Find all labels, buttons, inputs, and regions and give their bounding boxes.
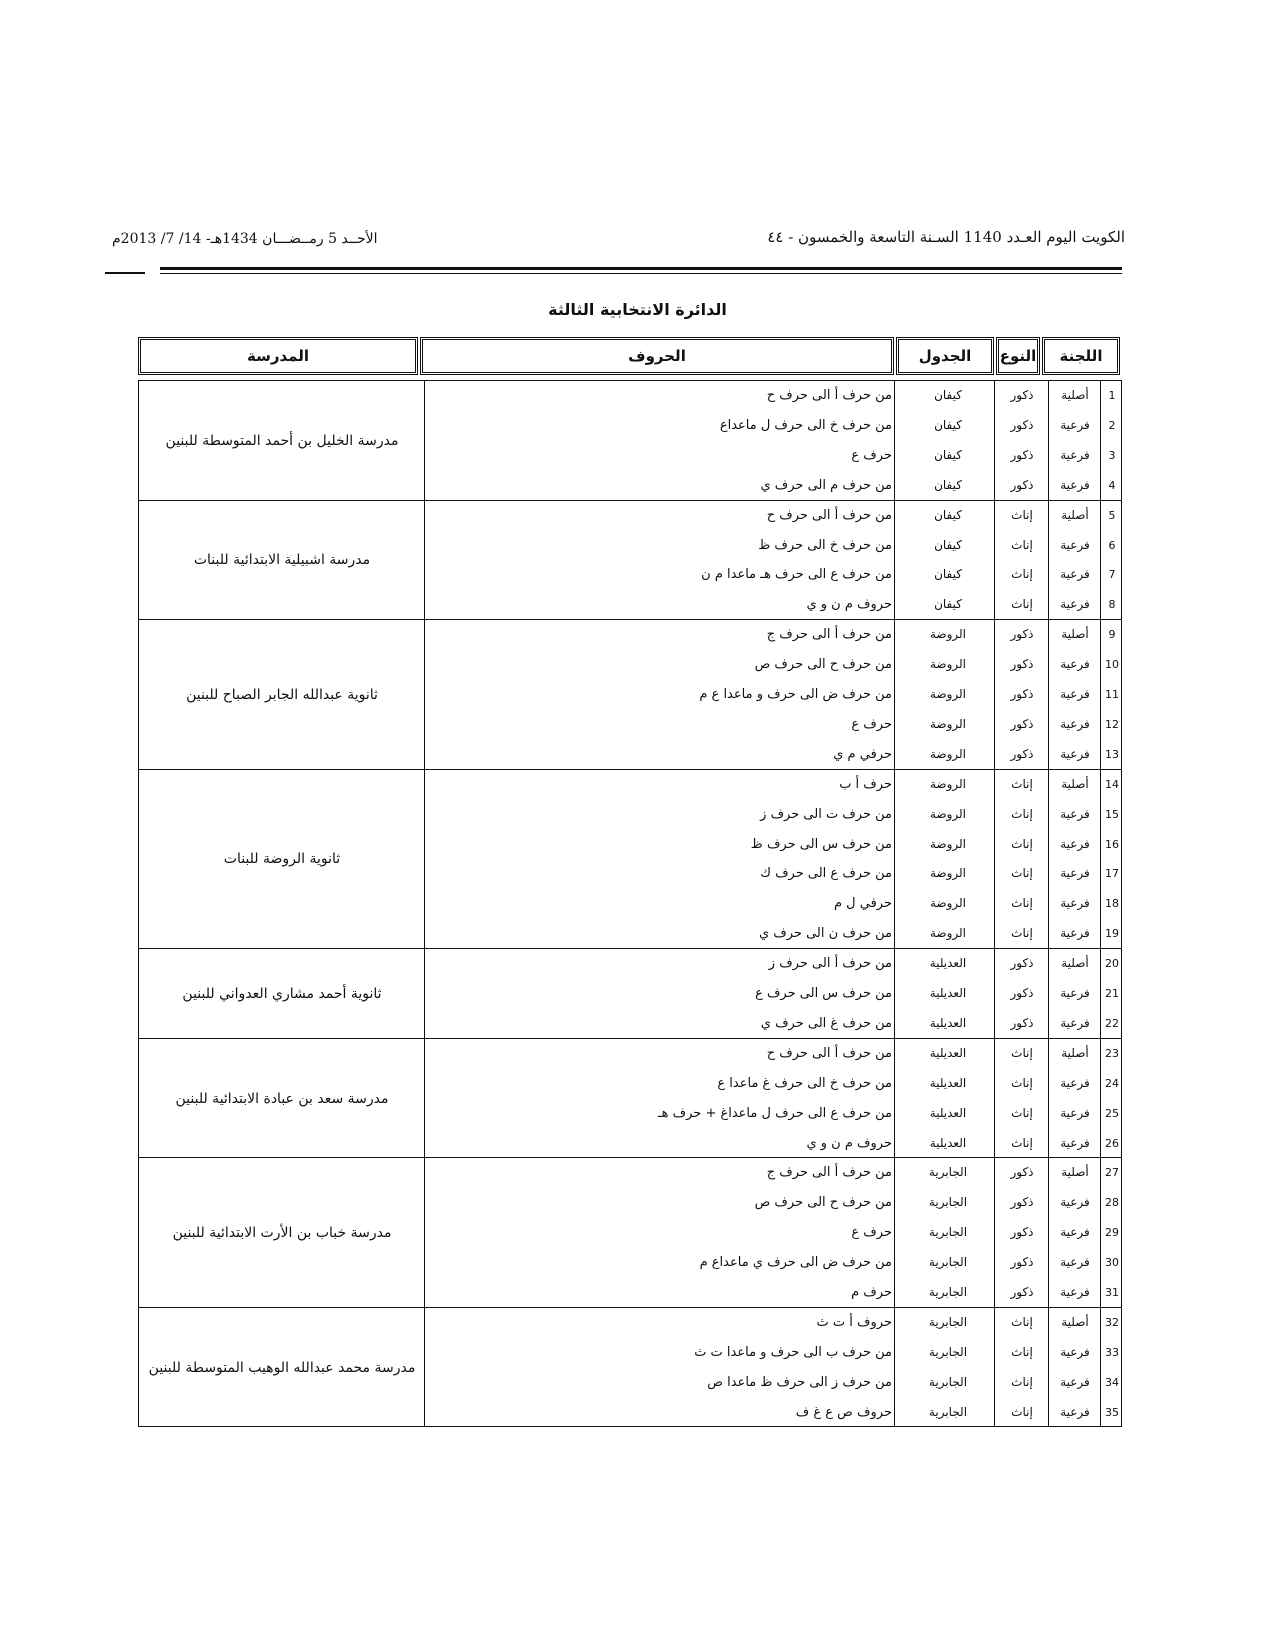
register-area: الجابرية [928,1195,968,1210]
committee-number: 11 [1105,688,1119,701]
register-area: كيفان [934,537,962,552]
col-divider-committee [1048,380,1049,1427]
voter-gender: ذكور [1010,447,1034,462]
register-area: الجابرية [928,1314,968,1329]
letters-range: من حرف ن الى حرف ي [758,926,892,942]
committee-kind: فرعية [1060,926,1090,941]
committee-kind: فرعية [1060,1105,1090,1120]
committee-number: 28 [1105,1196,1119,1210]
letters-range: من حرف ح الى حرف ص [754,1195,892,1211]
register-area: العديلية [929,1015,967,1030]
committee-number: 10 [1105,658,1119,672]
school-name: ثانوية أحمد مشاري العدواني للبنين [182,985,382,1002]
school-name: ثانوية عبدالله الجابر الصباح للبنين [186,686,378,703]
committee-number: 30 [1105,1256,1119,1270]
committee-number: 13 [1105,747,1119,761]
register-area: كيفان [934,597,962,612]
gazette-header-date: الأحــد 5 رمــضـــان 1434هـ- 14/ 7/ 2013م [112,231,378,247]
voter-gender: إناث [1011,1374,1033,1389]
committee-kind: فرعية [1060,1195,1090,1210]
committee-number: 25 [1105,1106,1119,1120]
register-area: الروضة [929,627,967,642]
letters-range: من حرف خ الى حرف غ ماعدا ع [717,1075,892,1091]
voter-gender: ذكور [1010,687,1034,701]
letters-range: من حرف ض الى حرف ي ماعداع م [699,1255,892,1271]
committee-kind: فرعية [1060,447,1090,462]
header-rule [160,267,1122,270]
voter-gender: ذكور [1010,986,1034,1000]
committee-kind: فرعية [1060,1374,1090,1389]
voter-gender: إناث [1011,866,1033,881]
letters-range: من حرف أ الى حرف ح [766,1045,892,1061]
letters-range: حروف ص ع غ ف [795,1404,892,1420]
school-name: مدرسة الخليل بن أحمد المتوسطة للبنين [165,432,399,449]
committee-kind: فرعية [1060,1225,1090,1240]
letters-range: من حرف م الى حرف ي [760,477,892,493]
register-area: الروضة [929,776,967,791]
committee-number: 1 [1108,389,1116,402]
committee-kind: فرعية [1060,657,1090,672]
committee-number: 8 [1108,598,1116,612]
voter-gender: ذكور [1010,657,1034,672]
committee-number: 7 [1108,568,1116,582]
register-area: العديلية [929,1135,967,1150]
header-rule-stub [105,272,145,274]
col-divider-type [994,380,995,1427]
committee-kind: أصلية [1061,507,1089,522]
voter-gender: ذكور [1010,1195,1034,1210]
letters-range: من حرف ع الى حرف ك [760,866,892,882]
voter-gender: ذكور [1010,417,1034,432]
committee-number: 9 [1108,628,1116,642]
committee-kind: فرعية [1060,687,1090,701]
voter-gender: إناث [1011,1314,1033,1329]
committee-number: 35 [1105,1405,1119,1419]
voter-gender: ذكور [1010,1285,1034,1299]
register-area: كيفان [934,417,962,432]
voter-gender: إناث [1011,776,1033,791]
register-area: كيفان [934,507,962,522]
letters-range: حروف م ن و ي [806,597,892,613]
register-area: الروضة [929,716,967,731]
committee-kind: أصلية [1061,627,1089,642]
col-header-committee: اللجنة [1042,337,1120,375]
committee-kind: فرعية [1060,417,1090,432]
col-header-school: المدرسة [138,337,418,375]
committee-kind: أصلية [1061,388,1089,402]
register-area: الروضة [929,746,967,761]
voter-gender: ذكور [1010,1225,1034,1240]
letters-range: من حرف ز الى حرف ظ ماعدا ص [707,1374,892,1390]
committee-kind: فرعية [1060,866,1090,881]
register-area: الروضة [929,926,967,941]
voter-gender: ذكور [1010,388,1034,402]
letters-range: من حرف ض الى حرف و ماعدا ع م [699,687,892,702]
letters-range: من حرف س الى حرف ع [755,986,892,1001]
committee-number: 2 [1108,418,1116,432]
letters-range: من حرف ع الى حرف ل ماعداغ + حرف هـ [657,1105,892,1121]
committee-kind: فرعية [1060,1404,1090,1419]
letters-range: حرفي ل م [833,896,892,912]
register-area: العديلية [929,1075,967,1090]
committee-number: 17 [1105,867,1119,881]
register-area: الجابرية [928,1285,968,1299]
committee-kind: فرعية [1060,477,1090,492]
committee-number: 18 [1105,897,1119,911]
register-area: كيفان [934,567,962,582]
committee-number: 24 [1105,1076,1119,1090]
register-area: الروضة [929,866,967,881]
letters-range: من حرف خ الى حرف ل ماعداع [719,417,892,433]
voter-gender: إناث [1011,1344,1033,1359]
committee-kind: فرعية [1060,1344,1090,1359]
voter-gender: إناث [1011,836,1033,851]
register-area: العديلية [929,986,967,1000]
committee-number: 12 [1105,717,1119,731]
committee-kind: أصلية [1061,1045,1089,1060]
voter-gender: ذكور [1010,1255,1034,1270]
register-area: الجابرية [928,1374,968,1389]
voter-gender: ذكور [1010,716,1034,731]
committee-kind: أصلية [1061,1165,1089,1180]
letters-range: حروف أ ت ث [816,1314,892,1330]
voter-gender: إناث [1011,597,1033,612]
committee-kind: فرعية [1060,1075,1090,1090]
voter-gender: إناث [1011,896,1033,911]
col-header-table: الجدول [896,337,994,375]
voter-gender: إناث [1011,1135,1033,1150]
register-area: الروضة [929,657,967,672]
register-area: كيفان [934,388,962,402]
committee-number: 31 [1105,1286,1119,1299]
register-area: الروضة [929,896,967,911]
committee-kind: فرعية [1060,746,1090,761]
letters-range: من حرف ع الى حرف هـ ماعدا م ن [701,567,892,583]
voter-gender: إناث [1011,926,1033,941]
col-header-letters: الحروف [420,337,894,375]
committee-kind: فرعية [1060,1135,1090,1150]
committee-number: 6 [1108,538,1116,552]
voter-gender: إناث [1011,1045,1033,1060]
col-divider-num [1100,380,1101,1427]
committee-kind: فرعية [1060,537,1090,552]
col-header-type: النوع [996,337,1040,375]
committee-number: 4 [1108,478,1116,492]
letters-range: حروف م ن و ي [806,1135,892,1151]
register-area: كيفان [934,447,962,462]
letters-range: حرفي م ي [833,746,892,762]
committee-number: 27 [1105,1166,1119,1180]
letters-range: حرف ع [851,447,892,463]
committee-number: 34 [1105,1375,1119,1389]
letters-range: من حرف س الى حرف ظ [750,836,892,852]
committee-number: 21 [1105,987,1119,1000]
voter-gender: ذكور [1010,746,1034,761]
col-divider-letters [424,380,425,1427]
letters-range: من حرف ت الى حرف ز [760,806,892,822]
letters-range: حرف م [851,1285,892,1300]
voter-gender: ذكور [1010,1015,1034,1030]
voter-gender: إناث [1011,806,1033,821]
committee-kind: أصلية [1061,956,1089,971]
committee-kind: فرعية [1060,1285,1090,1299]
committee-kind: فرعية [1060,986,1090,1000]
register-area: الجابرية [928,1255,968,1270]
letters-range: من حرف أ الى حرف ح [766,388,892,403]
committee-kind: فرعية [1060,1255,1090,1270]
committee-number: 3 [1108,448,1116,462]
voter-gender: إناث [1011,1105,1033,1120]
committee-number: 33 [1105,1345,1119,1359]
letters-range: حرف ع [851,1225,892,1241]
voter-gender: إناث [1011,1404,1033,1419]
committee-number: 14 [1105,777,1119,791]
committee-number: 15 [1105,807,1119,821]
voter-gender: إناث [1011,507,1033,522]
page-title: الدائرة الانتخابية الثالثة [548,300,727,319]
header-rule-thin [160,273,1122,274]
letters-range: من حرف أ الى حرف ح [766,507,892,523]
committee-number: 29 [1105,1226,1119,1240]
committee-number: 16 [1105,837,1119,851]
gazette-header-issue: الكويت اليوم العـدد 1140 السـنة التاسعة والخمسون - ٤٤ [767,228,1125,246]
committee-number: 20 [1105,957,1119,971]
committee-number: 22 [1105,1016,1119,1030]
committee-kind: فرعية [1060,896,1090,911]
col-divider-table [894,380,895,1427]
letters-range: من حرف ح الى حرف ص [754,657,892,673]
register-area: العديلية [929,1045,967,1060]
school-name: مدرسة اشبيلية الابتدائية للبنات [193,552,371,569]
register-area: الروضة [929,687,967,701]
voter-gender: إناث [1011,537,1033,552]
letters-range: من حرف أ الى حرف ج [766,1165,892,1181]
committee-number: 23 [1105,1046,1119,1060]
voter-gender: ذكور [1010,477,1034,492]
committee-kind: فرعية [1060,1015,1090,1030]
letters-range: من حرف ب الى حرف و ماعدا ت ث [694,1344,892,1360]
register-area: العديلية [929,956,967,971]
voter-gender: ذكور [1010,1165,1034,1180]
committee-kind: فرعية [1060,836,1090,851]
voter-gender: ذكور [1010,627,1034,642]
letters-range: من حرف أ الى حرف ز [768,956,892,972]
school-name: مدرسة سعد بن عبادة الابتدائية للبنين [175,1090,389,1107]
voter-gender: إناث [1011,1075,1033,1090]
committee-number: 5 [1108,508,1116,522]
voter-gender: ذكور [1010,956,1034,971]
letters-range: من حرف أ الى حرف ج [766,627,892,643]
register-area: الجابرية [928,1165,968,1180]
committee-number: 19 [1105,927,1119,941]
register-area: الروضة [929,806,967,821]
committee-kind: أصلية [1061,776,1089,791]
committee-kind: فرعية [1060,597,1090,612]
register-area: الجابرية [928,1344,968,1359]
committee-number: 32 [1105,1315,1119,1329]
committee-kind: فرعية [1060,716,1090,731]
letters-range: من حرف خ الى حرف ظ [758,537,892,553]
letters-range: حرف ع [851,716,892,732]
school-name: مدرسة محمد عبدالله الوهيب المتوسطة للبنين [148,1359,416,1376]
committee-kind: أصلية [1061,1314,1089,1329]
register-area: الجابرية [928,1225,968,1240]
register-area: الجابرية [928,1404,968,1419]
letters-range: حرف أ ب [839,776,892,792]
register-area: العديلية [929,1105,967,1120]
register-area: الروضة [929,836,967,851]
voter-gender: إناث [1011,567,1033,582]
school-name: ثانوية الروضة للبنات [223,851,341,868]
committee-kind: فرعية [1060,806,1090,821]
register-area: كيفان [934,477,962,492]
committee-kind: فرعية [1060,567,1090,582]
committee-number: 26 [1105,1136,1119,1150]
letters-range: من حرف غ الى حرف ي [760,1015,892,1031]
school-name: مدرسة خباب بن الأرت الابتدائية للبنين [172,1225,392,1242]
